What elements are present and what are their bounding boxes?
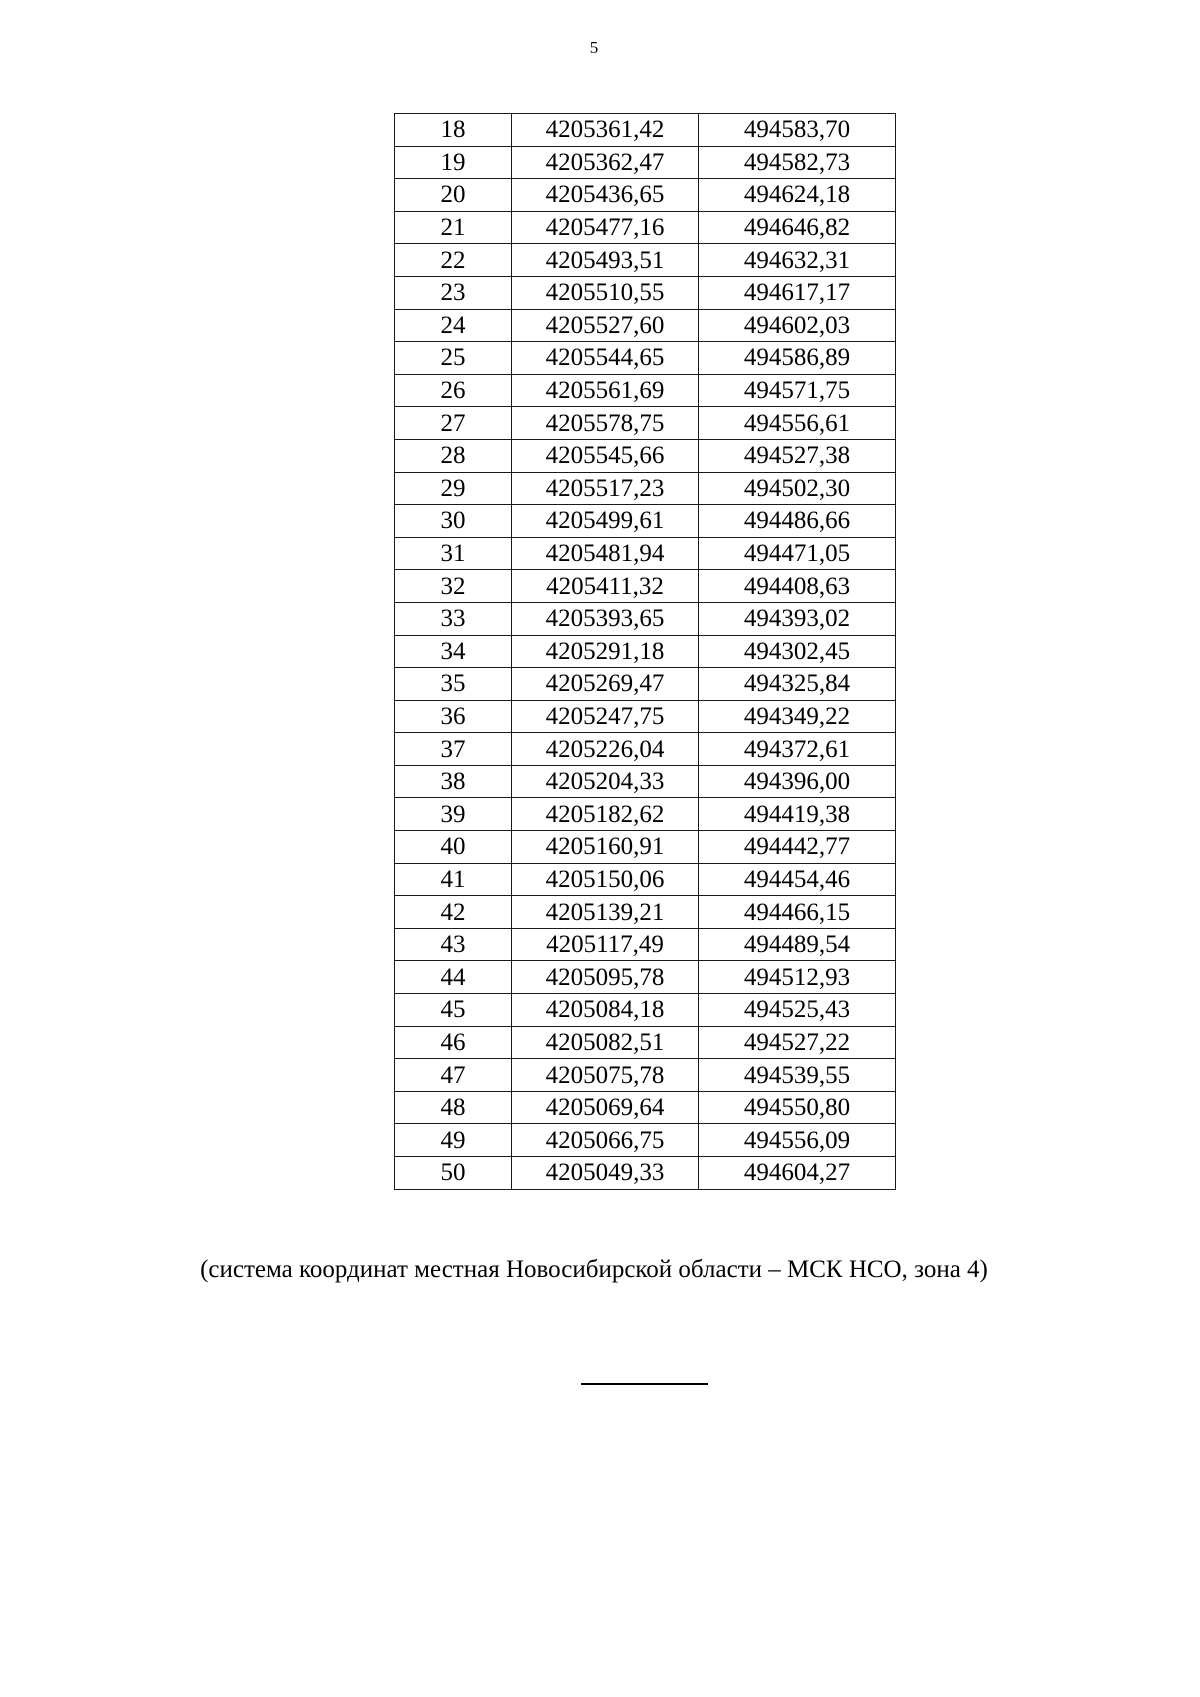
table-row <box>395 146 896 179</box>
point-number-cell: 25 <box>395 342 512 375</box>
y-coordinate-cell: 494419,38 <box>699 798 896 831</box>
x-coordinate-cell: 4205291,18 <box>512 635 699 668</box>
point-number-cell: 21 <box>395 211 512 244</box>
table-row <box>395 342 896 375</box>
y-coordinate-cell: 494617,17 <box>699 276 896 309</box>
point-number-cell: 26 <box>395 374 512 407</box>
point-number-cell: 41 <box>395 863 512 896</box>
y-coordinate-cell: 494527,38 <box>699 439 896 472</box>
table-row <box>395 374 896 407</box>
point-number-cell: 39 <box>395 798 512 831</box>
point-number-cell: 37 <box>395 733 512 766</box>
point-number-cell: 33 <box>395 602 512 635</box>
y-coordinate-cell: 494512,93 <box>699 961 896 994</box>
point-number-cell: 42 <box>395 896 512 929</box>
x-coordinate-cell: 4205117,49 <box>512 928 699 961</box>
point-number-cell: 29 <box>395 472 512 505</box>
table-row <box>395 537 896 570</box>
x-coordinate-cell: 4205084,18 <box>512 994 699 1027</box>
table-row <box>395 472 896 505</box>
coordinate-system-note: (система координат местная Новосибирской области – МСК НСО, зона 4) <box>200 1256 988 1283</box>
point-number-cell: 31 <box>395 537 512 570</box>
point-number-cell: 45 <box>395 994 512 1027</box>
x-coordinate-cell: 4205150,06 <box>512 863 699 896</box>
table-row <box>395 602 896 635</box>
x-coordinate-cell: 4205393,65 <box>512 602 699 635</box>
x-coordinate-cell: 4205182,62 <box>512 798 699 831</box>
x-coordinate-cell: 4205517,23 <box>512 472 699 505</box>
y-coordinate-cell: 494442,77 <box>699 831 896 864</box>
coordinates-table-body <box>395 114 896 1190</box>
table-row <box>395 863 896 896</box>
x-coordinate-cell: 4205095,78 <box>512 961 699 994</box>
point-number-cell: 36 <box>395 700 512 733</box>
y-coordinate-cell: 494539,55 <box>699 1059 896 1092</box>
point-number-cell: 38 <box>395 765 512 798</box>
y-coordinate-cell: 494393,02 <box>699 602 896 635</box>
y-coordinate-cell: 494486,66 <box>699 505 896 538</box>
x-coordinate-cell: 4205436,65 <box>512 179 699 212</box>
table-row <box>395 635 896 668</box>
point-number-cell: 32 <box>395 570 512 603</box>
x-coordinate-cell: 4205269,47 <box>512 668 699 701</box>
table-row <box>395 961 896 994</box>
y-coordinate-cell: 494556,09 <box>699 1124 896 1157</box>
point-number-cell: 23 <box>395 276 512 309</box>
x-coordinate-cell: 4205561,69 <box>512 374 699 407</box>
point-number-cell: 48 <box>395 1091 512 1124</box>
table-row <box>395 276 896 309</box>
y-coordinate-cell: 494372,61 <box>699 733 896 766</box>
x-coordinate-cell: 4205362,47 <box>512 146 699 179</box>
x-coordinate-cell: 4205545,66 <box>512 439 699 472</box>
table-row <box>395 1091 896 1124</box>
x-coordinate-cell: 4205139,21 <box>512 896 699 929</box>
x-coordinate-cell: 4205527,60 <box>512 309 699 342</box>
x-coordinate-cell: 4205204,33 <box>512 765 699 798</box>
x-coordinate-cell: 4205361,42 <box>512 114 699 147</box>
table-row <box>395 798 896 831</box>
y-coordinate-cell: 494602,03 <box>699 309 896 342</box>
x-coordinate-cell: 4205226,04 <box>512 733 699 766</box>
x-coordinate-cell: 4205578,75 <box>512 407 699 440</box>
table-row <box>395 407 896 440</box>
x-coordinate-cell: 4205411,32 <box>512 570 699 603</box>
y-coordinate-cell: 494302,45 <box>699 635 896 668</box>
table-row <box>395 1026 896 1059</box>
point-number-cell: 49 <box>395 1124 512 1157</box>
x-coordinate-cell: 4205082,51 <box>512 1026 699 1059</box>
point-number-cell: 40 <box>395 831 512 864</box>
table-row <box>395 1059 896 1092</box>
y-coordinate-cell: 494325,84 <box>699 668 896 701</box>
y-coordinate-cell: 494571,75 <box>699 374 896 407</box>
point-number-cell: 22 <box>395 244 512 277</box>
x-coordinate-cell: 4205544,65 <box>512 342 699 375</box>
table-row <box>395 505 896 538</box>
point-number-cell: 20 <box>395 179 512 212</box>
point-number-cell: 24 <box>395 309 512 342</box>
point-number-cell: 43 <box>395 928 512 961</box>
y-coordinate-cell: 494489,54 <box>699 928 896 961</box>
y-coordinate-cell: 494396,00 <box>699 765 896 798</box>
table-row <box>395 765 896 798</box>
x-coordinate-cell: 4205066,75 <box>512 1124 699 1157</box>
y-coordinate-cell: 494550,80 <box>699 1091 896 1124</box>
table-row <box>395 570 896 603</box>
y-coordinate-cell: 494604,27 <box>699 1157 896 1190</box>
page-number: 5 <box>589 38 599 57</box>
table-row <box>395 896 896 929</box>
x-coordinate-cell: 4205481,94 <box>512 537 699 570</box>
end-of-document-line <box>581 1383 708 1385</box>
table-row <box>395 831 896 864</box>
point-number-cell: 46 <box>395 1026 512 1059</box>
y-coordinate-cell: 494632,31 <box>699 244 896 277</box>
y-coordinate-cell: 494471,05 <box>699 537 896 570</box>
table-row <box>395 211 896 244</box>
x-coordinate-cell: 4205247,75 <box>512 700 699 733</box>
x-coordinate-cell: 4205510,55 <box>512 276 699 309</box>
y-coordinate-cell: 494527,22 <box>699 1026 896 1059</box>
table-row <box>395 668 896 701</box>
y-coordinate-cell: 494454,46 <box>699 863 896 896</box>
table-row <box>395 1157 896 1190</box>
table-row <box>395 928 896 961</box>
table-row <box>395 700 896 733</box>
y-coordinate-cell: 494586,89 <box>699 342 896 375</box>
table-row <box>395 733 896 766</box>
table-row <box>395 1124 896 1157</box>
x-coordinate-cell: 4205049,33 <box>512 1157 699 1190</box>
x-coordinate-cell: 4205477,16 <box>512 211 699 244</box>
y-coordinate-cell: 494646,82 <box>699 211 896 244</box>
y-coordinate-cell: 494502,30 <box>699 472 896 505</box>
y-coordinate-cell: 494556,61 <box>699 407 896 440</box>
point-number-cell: 30 <box>395 505 512 538</box>
y-coordinate-cell: 494583,70 <box>699 114 896 147</box>
y-coordinate-cell: 494466,15 <box>699 896 896 929</box>
x-coordinate-cell: 4205160,91 <box>512 831 699 864</box>
point-number-cell: 34 <box>395 635 512 668</box>
table-row <box>395 994 896 1027</box>
table-row <box>395 244 896 277</box>
point-number-cell: 27 <box>395 407 512 440</box>
x-coordinate-cell: 4205075,78 <box>512 1059 699 1092</box>
point-number-cell: 44 <box>395 961 512 994</box>
table-row <box>395 309 896 342</box>
table-row <box>395 179 896 212</box>
point-number-cell: 19 <box>395 146 512 179</box>
point-number-cell: 50 <box>395 1157 512 1190</box>
x-coordinate-cell: 4205499,61 <box>512 505 699 538</box>
point-number-cell: 35 <box>395 668 512 701</box>
table-row <box>395 439 896 472</box>
x-coordinate-cell: 4205493,51 <box>512 244 699 277</box>
point-number-cell: 47 <box>395 1059 512 1092</box>
point-number-cell: 18 <box>395 114 512 147</box>
table-row <box>395 114 896 147</box>
y-coordinate-cell: 494408,63 <box>699 570 896 603</box>
y-coordinate-cell: 494525,43 <box>699 994 896 1027</box>
coordinates-table <box>394 113 896 1190</box>
point-number-cell: 28 <box>395 439 512 472</box>
y-coordinate-cell: 494349,22 <box>699 700 896 733</box>
y-coordinate-cell: 494624,18 <box>699 179 896 212</box>
x-coordinate-cell: 4205069,64 <box>512 1091 699 1124</box>
y-coordinate-cell: 494582,73 <box>699 146 896 179</box>
